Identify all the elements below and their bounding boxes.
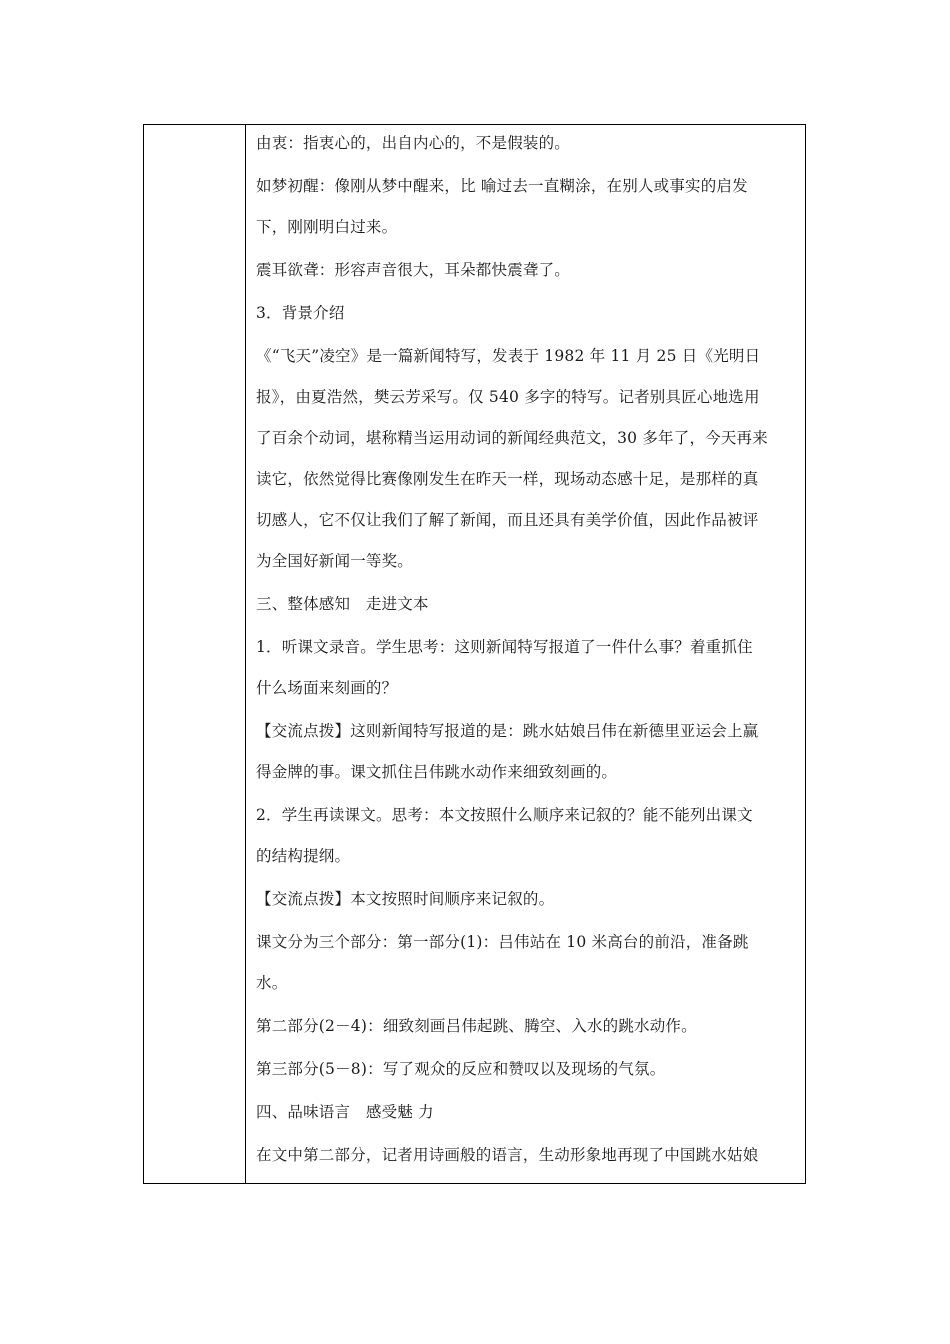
table-content-cell	[256, 133, 796, 1179]
section-heading: 三、整体感知 走进文本	[256, 595, 429, 613]
section-heading: 3．背景介绍	[256, 304, 345, 322]
text-line: 《“飞天”凌空》是一篇新闻特写，发表于 1982 年 11 月 25 日《光明日	[256, 347, 761, 365]
text-line: 了百余个动词，堪称精当运用动词的新闻经典范文，30 多年了，今天再来	[256, 429, 768, 447]
text-line: 由衷：指衷心的，出自内心的，不是假装的。	[256, 134, 571, 152]
text-line: 第三部分(5－8)：写了观众的反应和赞叹以及现场的气氛。	[256, 1060, 666, 1078]
text-line: 水。	[256, 974, 288, 992]
table-left-cell	[144, 125, 245, 1183]
text-line: 什么场面来刻画的？	[256, 679, 398, 697]
text-line: 震耳欲聋：形容声音很大，耳朵都快震聋了。	[256, 261, 571, 279]
column-divider	[245, 125, 246, 1183]
text-line: 【交流点拨】这则新闻特写报道的是：跳水姑娘吕伟在新德里亚运会上赢	[256, 722, 759, 740]
section-heading: 四、品味语言 感受魅 力	[256, 1103, 434, 1121]
text-line: 下，刚刚明白过来。	[256, 218, 398, 236]
text-line: 切感人，它不仅让我们了解了新闻，而且还具有美学价值，因此作品被评	[256, 511, 759, 529]
text-line: 2．学生再读课文。思考：本文按照什么顺序来记叙的？能不能列出课文	[256, 806, 753, 824]
text-line: 1．听课文录音。学生思考：这则新闻特写报道了一件什么事？着重抓住	[256, 638, 753, 656]
text-line: 报》，由夏浩然，樊云芳采写。仅 540 多字的特写。记者别具匠心地选用	[256, 388, 760, 406]
text-line: 的结构提纲。	[256, 847, 351, 865]
text-line: 如梦初醒：像刚从梦中醒来，比 喻过去一直糊涂，在别人或事实的启发	[256, 177, 748, 195]
text-line: 读它，依然觉得比赛像刚发生在昨天一样，现场动态感十足，是那样的真	[256, 470, 759, 488]
text-line: 得金牌的事。课文抓住吕伟跳水动作来细致刻画的。	[256, 763, 618, 781]
lesson-table	[143, 124, 806, 1184]
text-line: 课文分为三个部分：第一部分(1)：吕伟站在 10 米高台的前沿，准备跳	[256, 933, 749, 951]
text-line: 为全国好新闻一等奖。	[256, 552, 414, 570]
text-line: 【交流点拨】本文按照时间顺序来记叙的。	[256, 890, 555, 908]
text-line: 第二部分(2－4)：细致刻画吕伟起跳、腾空、入水的跳水动作。	[256, 1017, 697, 1035]
text-line: 在文中第二部分，记者用诗画般的语言，生动形象地再现了中国跳水姑娘	[256, 1146, 759, 1164]
